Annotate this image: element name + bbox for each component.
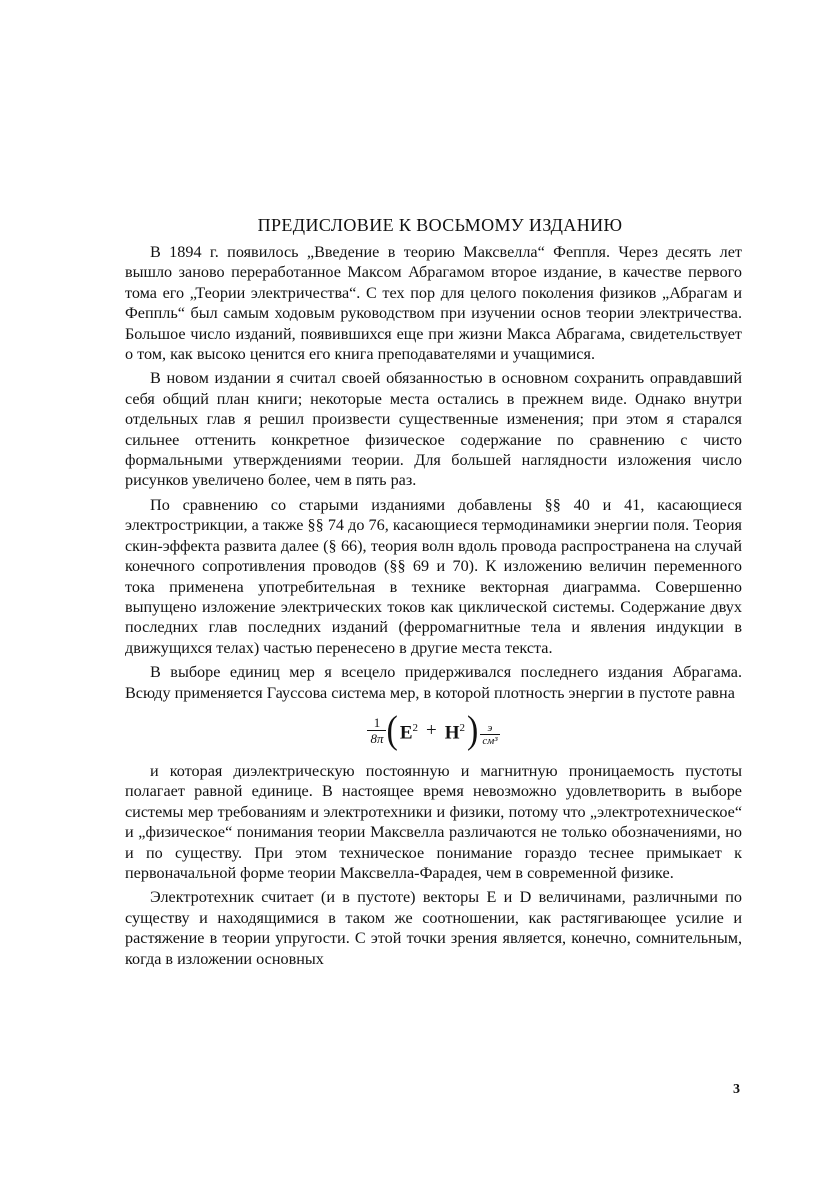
page-title: ПРЕДИСЛОВИЕ К ВОСЬМОМУ ИЗДАНИЮ: [257, 215, 623, 235]
formula-unit: [480, 722, 499, 747]
page-number: 3: [733, 1082, 740, 1097]
paragraph-6: Электротехник считает (и в пустоте) векторы E и D величинами, различными по существу и находящимися в таком же соотношении, как растягивающее усилие и растяжение в теории упругости. С этой точки зрения является, конечно, сомнительным, когда в изложении основных: [125, 888, 742, 968]
paragraph-3: По сравнению со старыми изданиями добавлены §§ 40 и 41, касающиеся электрострикции, а также §§ 74 до 76, касающиеся термодинамики энергии поля. Теория скин-эффекта развита далее (§ 66), теория волн вдоль провода распространена на случай конечного сопротивления проводов (§§ 69 и 70). К изложению величин переменного тока применена употребительная в технике векторная диаграмма. Совершенно выпущено изложение электрических токов как циклической системы. Содержание двух последних глав последних изданий (ферромагнитные тела и явления индукции в движущихся телах) частью перенесено в другие места текста.: [125, 495, 742, 657]
body-text: [125, 242, 742, 973]
open-paren: (: [386, 709, 398, 752]
formula-fraction: [367, 715, 386, 746]
unit-denominator: см³: [482, 735, 498, 748]
h-squared: [445, 718, 465, 744]
paragraph-5: и которая диэлектрическую постоянную и магнитную проницаемость пустоты полагает равной единице. В настоящее время невозможно удовлетворить в выборе системы мер требованиям и электротехники и физики, потому что „электротехническое“ и „физическое“ понимания теории Максвелла различаются не только обозначениями, но и по существу. При этом техническое понимание гораздо теснее примыкает к первоначальной форме теории Максвелла-Фарадея, чем в современной физике.: [125, 761, 742, 882]
fraction-denominator: 8π: [367, 730, 386, 746]
paragraph-2: В новом издании я считал своей обязанностью в основном сохранить оправдавший себя общий план книги; некоторые места остались в прежнем виде. Однако внутри отдельных глав я решил произвести существенные изменения; при этом я старался сильнее оттенить конкретное физическое содержание по сравнению с чисто формальными утверждениями теории. Для большей наглядности изложения число рисунков увеличено более, чем в пять раз.: [125, 369, 742, 490]
fraction-numerator: 1: [373, 715, 381, 731]
energy-density-formula: [125, 709, 742, 753]
e-squared: [400, 718, 418, 744]
unit-numerator: э: [487, 722, 493, 735]
paragraph-1: В 1894 г. появилось „Введение в теорию Максвелла“ Феппля. Через десять лет вышло заново переработанное Максом Абрагамом второе издание, в качестве первого тома его „Теории электричества“. С тех пор для целого поколения физиков „Абрагам и Феппль“ был самым ходовым руководством при изучении основ теории электричества. Большое число изданий, появившихся еще при жизни Макса Абрагама, свидетельствует о том, как высоко ценится его книга преподавателями и учащимися.: [125, 243, 742, 364]
paragraph-4: В выборе единиц мер я всецело придерживался последнего издания Абрагама. Всюду применяется Гауссова система мер, в которой плотность энергии в пустоте равна: [125, 663, 742, 702]
plus-sign: +: [426, 719, 437, 741]
h-exponent: 2: [459, 722, 465, 735]
e-symbol: E: [399, 722, 413, 744]
close-paren: ): [467, 709, 479, 752]
e-exponent: 2: [412, 722, 418, 735]
h-symbol: H: [444, 722, 460, 744]
